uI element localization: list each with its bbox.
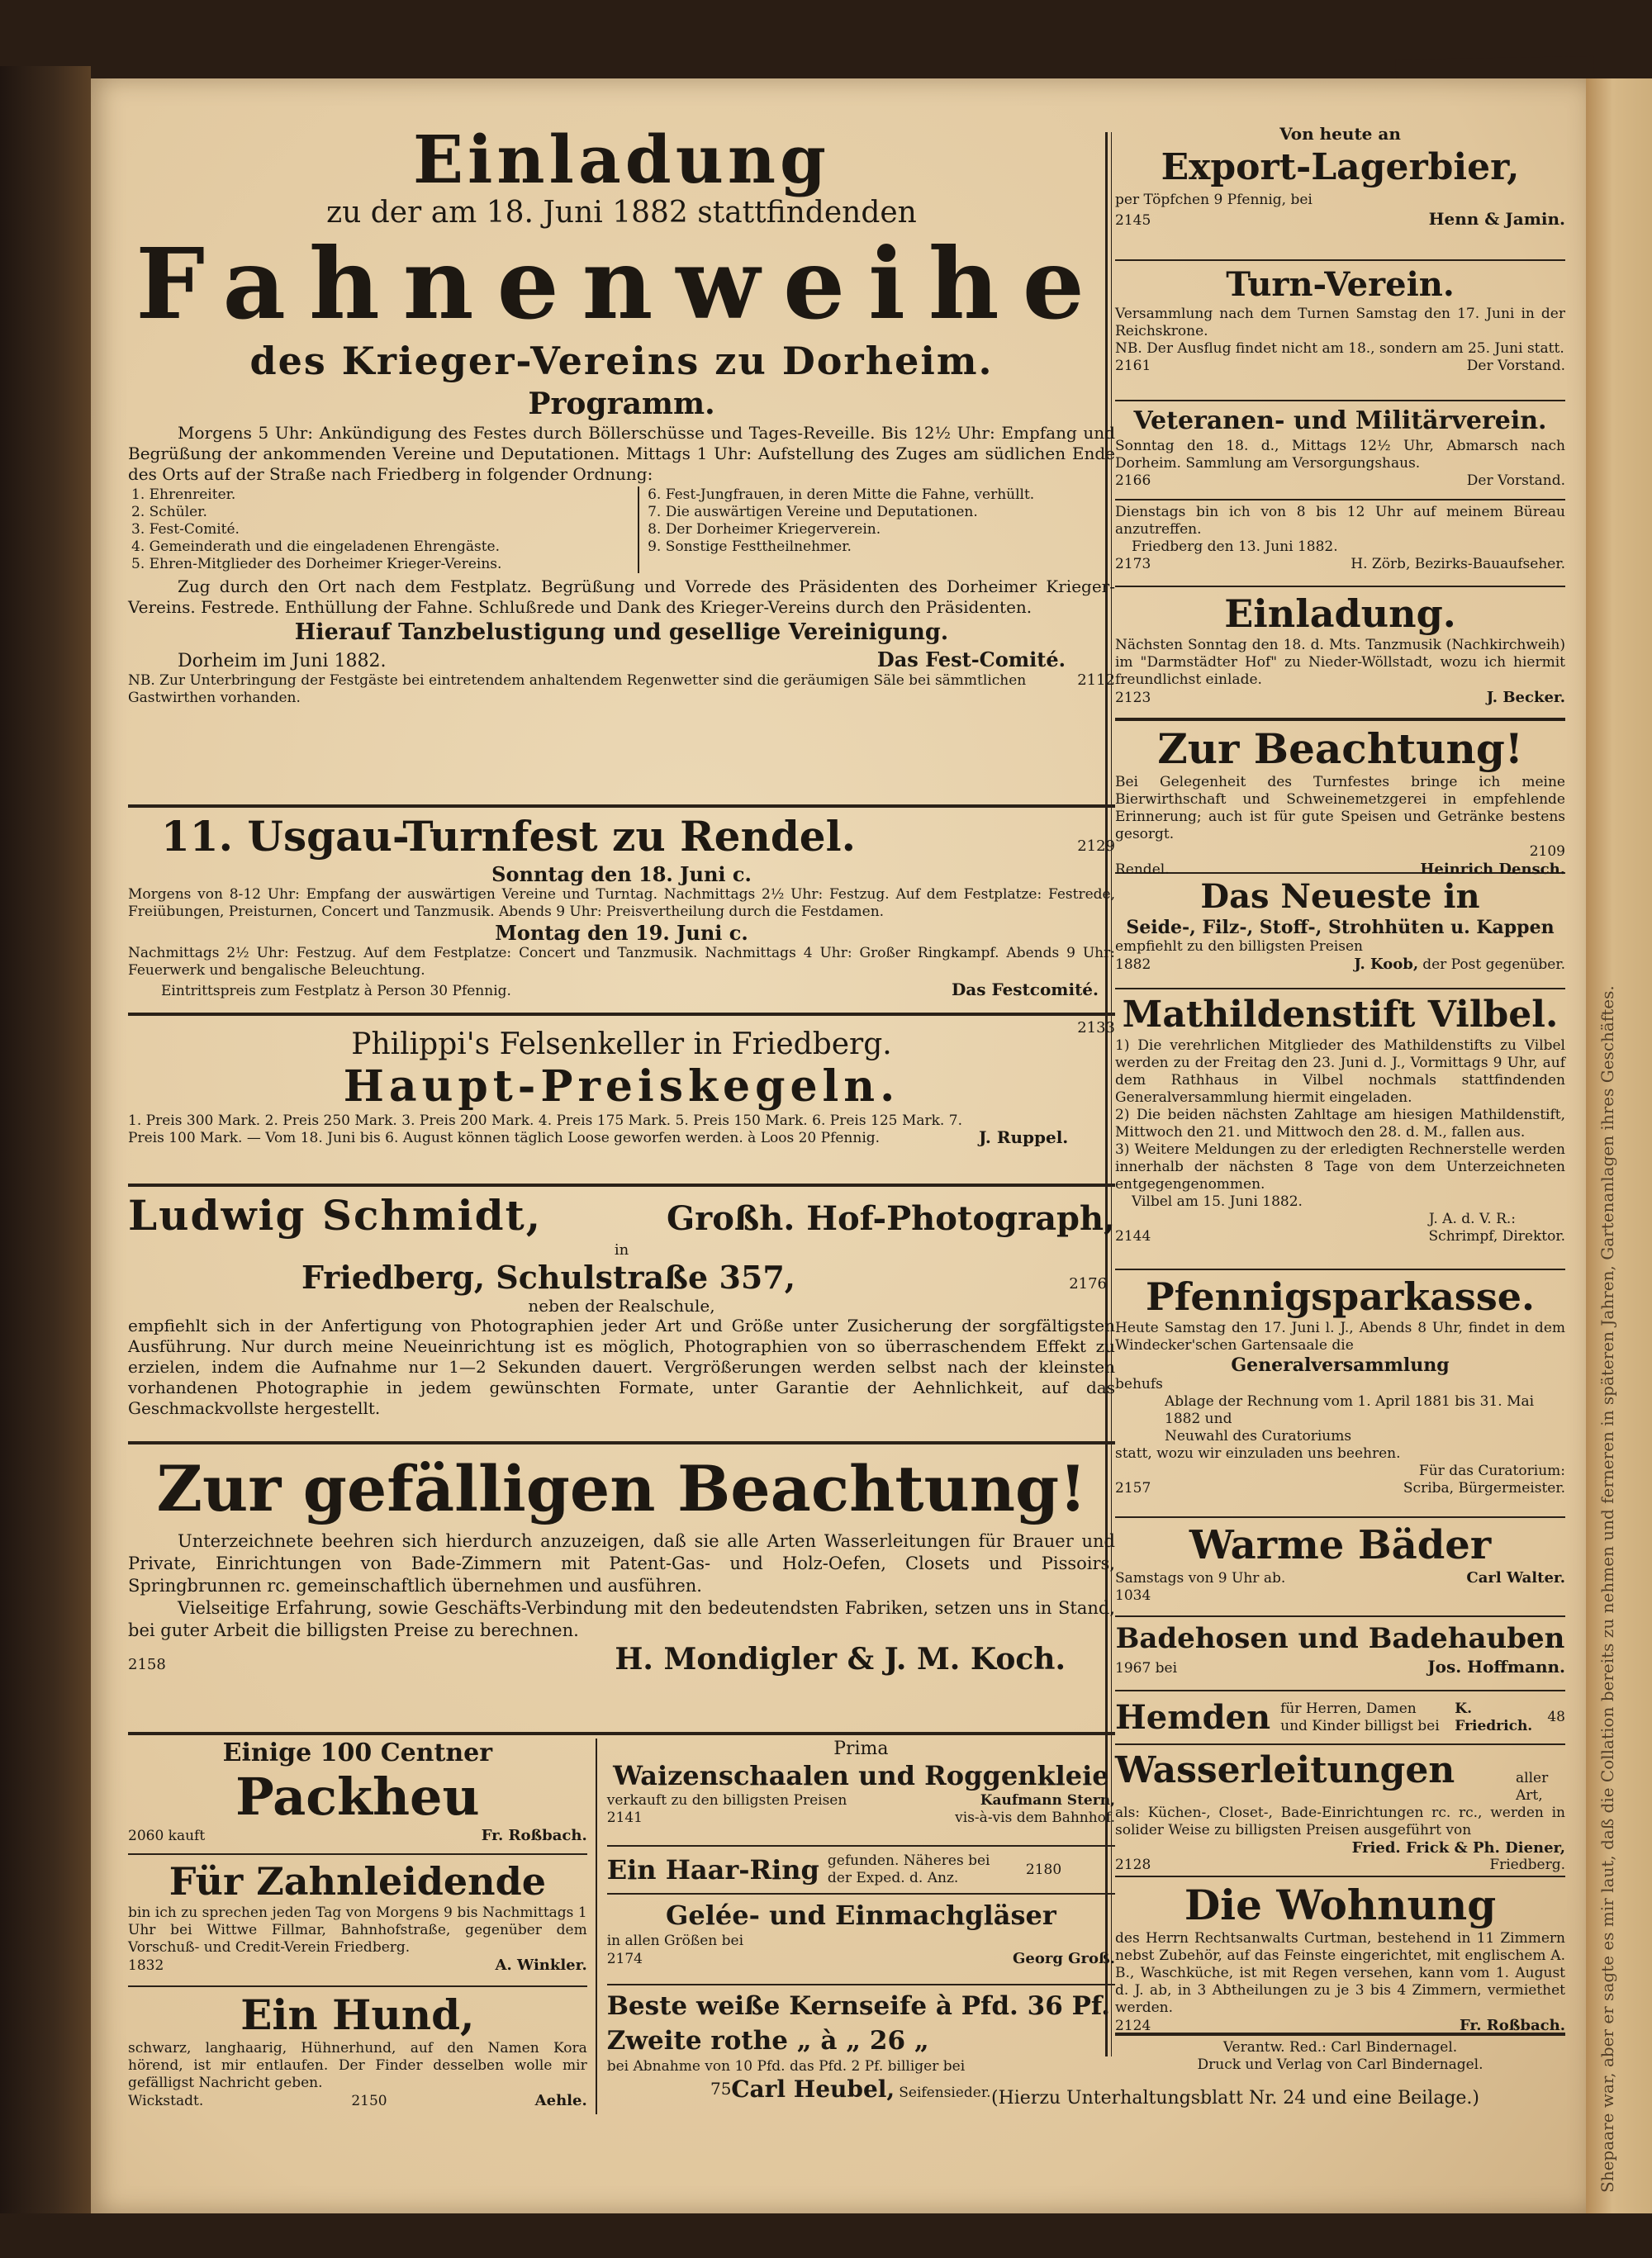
- ad-prima: Prima: [833, 1739, 889, 1759]
- ad-number: 2180: [1025, 1861, 1062, 1878]
- ad-place: Friedberg.: [1489, 1857, 1565, 1873]
- ad-top: Einige 100 Centner: [222, 1739, 493, 1767]
- ad-body-row: [128, 1112, 1115, 1147]
- ad-number: 1967: [1115, 1660, 1151, 1677]
- divider: [1115, 499, 1565, 500]
- list-item: 9. Sonstige Festtheilnehmer.: [648, 538, 852, 555]
- ad-title: Zur gefälligen Beachtung!: [156, 1452, 1087, 1525]
- ad-signature: J. Becker.: [1486, 689, 1565, 706]
- ad-item-3: 3) Weitere Meldungen zu der erledigten Rechnerstelle werden innerhalb der nächsten 8 Tage von dem Unterzeichneten entgegengenommen.: [1115, 1141, 1565, 1193]
- ad-photograph: [128, 1190, 1115, 1438]
- ad-sign-row: [1115, 1657, 1565, 1677]
- ad-sign-row: [128, 648, 1115, 671]
- list-item: 4. Gemeinderath und die eingeladenen Ehrengäste.: [131, 538, 500, 555]
- ad-sign-row: [1115, 1228, 1565, 1245]
- ad-title: Mathildenstift Vilbel.: [1122, 994, 1559, 1036]
- ad-zur-beachtung: [1115, 724, 1565, 878]
- ad-headline: Fahnenweihe: [135, 226, 1108, 341]
- ad-address: Friedberg, Schulstraße 357,: [301, 1259, 795, 1296]
- ad-haarring: [607, 1850, 1115, 1890]
- ad-gelee: [607, 1898, 1115, 1980]
- ad-nb: NB. Zur Unterbringung der Festgäste bei eintretendem anhaltendem Regenwetter sind die geräumigen Säle bei sämmtlichen Gastwirthen vorhanden.: [128, 672, 1027, 706]
- ad-veteranen: [1115, 405, 1565, 496]
- ad-text-row: [1115, 1569, 1565, 1587]
- small-ads-left: [128, 1739, 597, 2114]
- ad-title: Großh. Hof-Photograph,: [666, 1199, 1115, 1238]
- ad-place: Rendel.: [1115, 861, 1170, 878]
- divider: [1115, 1743, 1565, 1745]
- ad-sign-row: [128, 1642, 1115, 1677]
- ad-programm: Programm.: [528, 387, 715, 421]
- list-item: 2. Schüler.: [131, 504, 207, 520]
- ad-body: empfiehlt sich in der Anfertigung von Photographien jeder Art und Größe unter Zusicherung der sorgfältigsten Ausführung. Nur durch meine Neueinrichtung ist es möglich, Photographien von so überraschendem Effekt zu erzielen, indem die Aufnahme nur 1—2 Sekunden dauert. Vergrößerungen werden selbst nach der kleinsten vorhandenen Photographie in jedem gewünschten Formate, unter Garantie der Aehnlichkeit, auf das Geschmackvollste hergestellt.: [128, 1316, 1115, 1418]
- ad-number: 1832: [128, 1957, 164, 1974]
- divider: [128, 1985, 587, 1987]
- ad-body: per Töpfchen 9 Pfennig, bei: [1115, 192, 1313, 208]
- ad-body: gefunden. Näheres bei der Exped. d. Anz.: [827, 1852, 990, 1886]
- divider: [128, 1853, 587, 1855]
- order-list: [128, 486, 1115, 573]
- ad-eintritt: Eintrittspreis zum Festplatz à Person 30 Pfennig.: [161, 983, 511, 999]
- ad-badehosen: [1115, 1620, 1565, 1686]
- ad-number: 2129: [1077, 837, 1115, 855]
- ad-number: 2128: [1115, 1857, 1151, 1873]
- ad-sign-row: [128, 980, 1115, 1000]
- ad-number: 2123: [1115, 690, 1151, 706]
- ad-packheu: [128, 1739, 587, 1850]
- ad-number: 2141: [606, 1810, 643, 1826]
- divider: [607, 1893, 1115, 1895]
- ad-title: Turn-Verein.: [1226, 265, 1455, 304]
- ad-profession: Seifensieder.: [899, 2085, 991, 2101]
- ad-body: Dienstags bin ich von 8 bis 12 Uhr auf meinem Büreau anzutreffen.: [1115, 504, 1565, 538]
- ad-title: Die Wohnung: [1184, 1881, 1497, 1929]
- ad-bei: bei: [1155, 1660, 1178, 1677]
- ad-signature: A. Winkler.: [495, 1957, 587, 1974]
- ad-sign-row: [1115, 1857, 1565, 1874]
- ad-title: Das Neueste in: [1200, 877, 1480, 916]
- ad-signature: Carl Walter.: [1466, 1569, 1565, 1587]
- ad-body: Samstags von 9 Uhr ab.: [1115, 1570, 1286, 1587]
- divider: [607, 1984, 1115, 1985]
- ad-body: Morgens von 8-12 Uhr: Empfang der auswärtigen Vereine und Turntag. Nachmittags 2½ Uhr: Festzug. Auf dem Festplatze: Festrede, Freiübungen, Preisturnen, Concert und Tanzmusik. Abends 9 Uhr: Preisvertheilung durch die Festdamen.: [128, 886, 1115, 920]
- ad-number: 2150: [351, 2093, 387, 2109]
- ad-behufs: behufs: [1115, 1376, 1163, 1392]
- divider: [128, 804, 1115, 808]
- ad-fuer: Für das Curatorium:: [1418, 1463, 1565, 1479]
- impressum-publisher: Druck und Verlag von Carl Bindernagel.: [1197, 2056, 1483, 2073]
- ad-wohnung: [1115, 1881, 1565, 2034]
- ad-sign-row: [128, 2092, 587, 2110]
- ad-place-date: Vilbel am 15. Juni 1882.: [1132, 1193, 1303, 1210]
- ad-title: Packheu: [235, 1767, 480, 1827]
- list-item: 7. Die auswärtigen Vereine und Deputationen.: [648, 504, 978, 520]
- ad-signature: Der Vorstand.: [1466, 358, 1565, 374]
- ad-text-row: [607, 1792, 1115, 1810]
- ad-signature: J. Ruppel.: [979, 1127, 1069, 1147]
- ad-number-bei: [1115, 1660, 1177, 1677]
- ad-body: Bei Gelegenheit des Turnfestes bringe ich meine Bierwirthschaft und Schweinemetzgerei in empfehlende Erinnerung; auch ist für gute Speisen und Getränke bestens gesorgt.: [1115, 774, 1565, 842]
- small-ads-grid: [128, 1739, 1115, 2114]
- ad-title: Pfennigsparkasse.: [1145, 1274, 1536, 1319]
- ad-sign-row: [128, 1827, 587, 1845]
- ad-export-lagerbier: [1115, 124, 1565, 256]
- ad-body-2: Vielseitige Erfahrung, sowie Geschäfts-Verbindung mit den bedeutendsten Fabriken, setzen uns in Stand, bei guter Arbeit die billigsten Preise zu berechnen.: [128, 1598, 1115, 1640]
- ad-number: 2166: [1115, 472, 1151, 489]
- ad-top: Von heute an: [1279, 124, 1401, 144]
- list-item: 3. Fest-Comité.: [131, 521, 240, 538]
- ad-neben: neben der Realschule,: [528, 1296, 715, 1316]
- ad-ablage: Ablage der Rechnung vom 1. April 1881 bis 31. Mai 1882 und: [1165, 1393, 1535, 1427]
- ad-einladung-tanzmusik: [1115, 591, 1565, 714]
- ad-day-heading: Sonntag den 18. Juni c.: [491, 862, 752, 886]
- divider: [1115, 259, 1565, 261]
- ad-body: Heute Samstag den 17. Juni l. J., Abends 8 Uhr, findet in dem Windecker'schen Gartensaale die: [1115, 1320, 1565, 1354]
- ad-title-row: [1115, 1748, 1565, 1805]
- ad-place-date: Dorheim im Juni 1882.: [178, 651, 387, 671]
- ad-turn-verein: [1115, 264, 1565, 396]
- ad-title: Gelée- und Einmachgläser: [666, 1900, 1056, 1931]
- book-spine: [0, 66, 91, 2213]
- ad-number: 2158: [128, 1656, 166, 1673]
- ad-body: in allen Größen bei: [606, 1933, 744, 1949]
- ad-sign-row: [1115, 472, 1565, 490]
- ad-signature: H. Zörb, Bezirks-Bauaufseher.: [1351, 556, 1565, 572]
- ad-signature: Fr. Roßbach.: [1459, 2017, 1565, 2034]
- ad-line-1: Beste weiße Kernseife à Pfd. 36 Pf.: [606, 1991, 1110, 2021]
- ad-signature: Carl Heubel,: [731, 2075, 895, 2103]
- list-item: 1. Ehrenreiter.: [131, 486, 236, 503]
- ad-signature: Der Vorstand.: [1466, 472, 1565, 489]
- ad-preiskegeln: [128, 1019, 1115, 1180]
- ad-number: 1034: [1115, 1587, 1151, 1604]
- ad-title: Warme Bäder: [1189, 1522, 1492, 1568]
- ad-body: für Herren, Damen und Kinder billigst bei: [1280, 1700, 1440, 1734]
- ad-zug: Zug durch den Ort nach dem Festplatz. Begrüßung und Vorrede des Präsidenten des Dorheimer Krieger-Vereins. Festrede. Enthüllung der Fahne. Schlußrede und Dank des Krieger-Vereins durch den Präsidenten.: [128, 576, 1115, 617]
- ad-verein: des Krieger-Vereins zu Dorheim.: [249, 339, 994, 383]
- ad-sign-row: [1115, 2017, 1565, 2035]
- ad-number: 2109: [1529, 843, 1565, 860]
- divider: [1115, 988, 1565, 989]
- ad-name: Ludwig Schmidt,: [128, 1191, 543, 1240]
- divider: [1115, 1269, 1565, 1270]
- divider: [1115, 400, 1565, 401]
- ad-address: vis-à-vis dem Bahnhof.: [955, 1810, 1115, 1826]
- ad-body: des Herrn Rechtsanwalts Curtman, bestehend in 11 Zimmern nebst Zubehör, auf das Feinste eingerichtet, mit englischem A. B., Waschküche, ist mit Regen versehen, kann vom 1. August d. J. ab, in 3 Abtheilungen zu je 3 bis 4 Zimmern, vermiethet werden.: [1115, 1930, 1565, 2016]
- ad-pfennigsparkasse: [1115, 1274, 1565, 1513]
- ad-gefaelligen-beachtung: [128, 1448, 1115, 1729]
- ad-title: Philippi's Felsenkeller in Friedberg.: [351, 1027, 892, 1061]
- ad-signature: K. Friedrich.: [1455, 1700, 1533, 1734]
- ad-title: Badehosen und Badehauben: [1115, 1622, 1565, 1655]
- ad-signature: Das Festcomité.: [951, 980, 1099, 999]
- ad-item-1: 1) Die verehrlichen Mitglieder des Mathildenstifts zu Vilbel werden zu der Freitag den 23. Juni d. J., Vormittags 9 Uhr, auf dem Rathhaus in Vilbel nochmals stattfindenden Generalversammlung hiermit eingeladen.: [1115, 1037, 1565, 1106]
- ad-warme-baeder: [1115, 1521, 1565, 1612]
- ad-title-row: [128, 811, 1115, 862]
- ad-number-kauft: [128, 1828, 205, 1845]
- ad-title: Waizenschaalen und Roggenkleie: [613, 1760, 1109, 1791]
- ad-title: Hemden: [1115, 1698, 1271, 1737]
- ad-body: schwarz, langhaarig, Hühnerhund, auf den Namen Kora hörend, ist mir entlaufen. Der Finder desselben wolle mir gefälligst Nachricht geben.: [128, 2040, 587, 2091]
- ad-number: 2157: [1115, 1480, 1151, 1497]
- order-list-right: [639, 486, 1115, 573]
- ad-place-date: Friedberg den 13. Juni 1882.: [1132, 538, 1338, 555]
- ad-signature: Georg Groß.: [1013, 1950, 1115, 1967]
- ad-number: 1882: [1115, 956, 1151, 973]
- ad-number: 2133: [1077, 1019, 1115, 1036]
- ad-nb: NB. Der Ausflug findet nicht am 18., sondern am 25. Juni statt.: [1115, 340, 1564, 357]
- ad-neuwahl: Neuwahl des Curatoriums: [1165, 1428, 1352, 1444]
- divider: [128, 1013, 1115, 1016]
- ad-hund: [128, 1990, 587, 2114]
- ad-subtitle: zu der am 18. Juni 1882 stattfindenden: [326, 196, 917, 230]
- ad-signature: Aehle.: [534, 2092, 587, 2109]
- ad-title: 11. Usgau-Turnfest zu Rendel.: [161, 812, 857, 861]
- divider: [1115, 586, 1565, 587]
- ad-place: Wickstadt.: [128, 2093, 204, 2109]
- ad-sign-row: [1115, 956, 1565, 974]
- ad-body: verkauft zu den billigsten Preisen: [606, 1792, 847, 1809]
- ad-body: Versammlung nach dem Turnen Samstag den 17. Juni in der Reichskrone.: [1115, 306, 1565, 339]
- divider: [128, 1184, 1115, 1187]
- ad-body: als: Küchen-, Closet-, Bade-Einrichtungen rc. rc., werden in solider Weise zu billigsten Preisen ausgeführt von: [1115, 1805, 1565, 1838]
- ad-number: 2124: [1115, 2018, 1151, 2034]
- divider: [1115, 718, 1565, 721]
- divider: [1115, 1516, 1565, 1518]
- ad-signature: Heinrich Densch.: [1420, 861, 1565, 878]
- ad-dienstags: [1115, 504, 1565, 582]
- ad-kauft: kauft: [168, 1828, 206, 1844]
- ad-iadv: J. A. d. V. R.:: [1428, 1211, 1516, 1227]
- ad-signature: Henn & Jamin.: [1428, 209, 1565, 229]
- ad-body: Nächsten Sonntag den 18. d. Mts. Tanzmusik (Nachkirchweih) im "Darmstädter Hof" zu Nieder-Wöllstadt, wozu ich hiermit freundlichst einlade.: [1115, 637, 1565, 688]
- divider: [128, 1732, 1115, 1735]
- ad-neueste-huete: [1115, 877, 1565, 984]
- right-column: [1115, 124, 1565, 2074]
- left-column: [128, 121, 1115, 2114]
- ad-items: Seide-, Filz-, Stoff-, Strohhüten u. Kappen: [1126, 917, 1555, 938]
- ad-body: bei Abnahme von 10 Pfd. das Pfd. 2 Pf. billiger bei: [606, 2058, 966, 2075]
- ad-signature: Scriba, Bürgermeister.: [1403, 1480, 1565, 1497]
- ad-number: 2174: [606, 1951, 643, 1967]
- ad-signature: Fried. Frick & Ph. Diener,: [1351, 1839, 1565, 1857]
- ad-gv: Generalversammlung: [1231, 1354, 1450, 1376]
- ad-sign-row: [128, 1957, 587, 1975]
- ad-sign-row: [1115, 556, 1565, 573]
- divider: [1115, 1615, 1565, 1617]
- ad-signature: Schrimpf, Direktor.: [1428, 1228, 1565, 1245]
- ad-title: Veteranen- und Militärverein.: [1133, 406, 1547, 435]
- ad-sign-row: [1115, 358, 1565, 375]
- ad-nb-row: [128, 671, 1115, 707]
- ad-headline: Haupt-Preiskegeln.: [343, 1061, 900, 1112]
- ad-waizenschaalen: [607, 1739, 1115, 1842]
- list-item: 6. Fest-Jungfrauen, in deren Mitte die Fahne, verhüllt.: [648, 486, 1035, 503]
- ad-usgau-turnfest: [128, 811, 1115, 1009]
- ad-title: Ein Hund,: [240, 1990, 475, 2039]
- ad-sign-row: [607, 1950, 1115, 1968]
- ad-fahnenweihe: [128, 121, 1115, 801]
- list-item: 5. Ehren-Mitglieder des Dorheimer Krieger-Vereins.: [131, 556, 502, 572]
- ad-wasserleitungen: [1115, 1748, 1565, 1872]
- ad-sign-row: [1115, 1480, 1565, 1497]
- ad-sign-row: [1115, 689, 1565, 707]
- ad-number: 2176: [1069, 1275, 1107, 1293]
- ad-sign-row: [1115, 209, 1565, 230]
- small-ads-right: [597, 1739, 1115, 2114]
- divider: [1115, 1690, 1565, 1691]
- ad-sign-row: [607, 1810, 1115, 1827]
- ad-signature: Das Fest-Comité.: [876, 648, 1066, 671]
- ad-zahnleidende: [128, 1858, 587, 1982]
- ad-mathildenstift: [1115, 993, 1565, 1265]
- adjacent-page-text: Shepaare war, aber er sagte es mir laut, daß die Collation bereits zu nehmen und ferneren in späteren Jahren, Gartenanlagen ihres Geschäftes.: [1597, 985, 1617, 2193]
- ad-body: empfiehlt zu den billigsten Preisen: [1115, 938, 1363, 955]
- ad-title: Export-Lagerbier,: [1161, 146, 1520, 188]
- ad-in: in: [614, 1241, 629, 1259]
- ad-title: Einladung.: [1224, 591, 1456, 636]
- ad-body: Nachmittags 2½ Uhr: Festzug. Auf dem Festplatze: Concert und Tanzmusik. Nachmittags 4 Uhr: Großer Ringkampf. Abends 9 Uhr: Feuerwerk und bengalische Beleuchtung.: [128, 945, 1115, 979]
- ad-address: der Post gegenüber.: [1422, 956, 1565, 973]
- ad-number: 2060: [128, 1828, 164, 1844]
- ad-signature: Kaufmann Stern,: [980, 1792, 1115, 1809]
- ad-item-2: 2) Die beiden nächsten Zahltage am hiesigen Mathildenstift, Mittwoch den 21. und Mittwoch den 28. d. M., fallen aus.: [1115, 1107, 1565, 1141]
- ad-line-2: Zweite rothe „ à „ 26 „: [606, 2026, 929, 2056]
- ad-signature: J. Koob,: [1354, 956, 1419, 973]
- ad-number: 2145: [1115, 212, 1151, 229]
- ad-body: Unterzeichnete beehren sich hierdurch anzuzeigen, daß sie alle Arten Wasserleitungen für Brauer und Private, Einrichtungen von Bade-Zimmern mit Patent-Gas- und Holz-Oefen, Closets und Pissoirs, Springbrunnen rc. gemeinschaftlich übernehmen und ausführen.: [128, 1531, 1115, 1596]
- ad-sign-row: [1115, 861, 1565, 879]
- order-list-left: [128, 486, 639, 573]
- ad-title-row: [128, 1190, 1115, 1241]
- ad-title: Ein Haar-Ring: [606, 1854, 819, 1886]
- divider: [128, 1441, 1115, 1444]
- divider: [1115, 1876, 1565, 1877]
- ad-title: Einladung: [413, 121, 830, 198]
- ad-number: 2144: [1115, 1228, 1151, 1245]
- impressum-editor: Verantw. Red.: Carl Bindernagel.: [1222, 2039, 1458, 2056]
- page-number: 75: [710, 2079, 732, 2099]
- ad-hemden: [1115, 1695, 1565, 1740]
- ad-number: 2161: [1115, 358, 1151, 374]
- ad-body: 1. Preis 300 Mark. 2. Preis 250 Mark. 3. Preis 200 Mark. 4. Preis 175 Mark. 5. Preis 150 Mark. 6. Preis 125 Mark. 7. Preis 100 Mark. — Vom 18. Juni bis 6. August können täglich Loose geworfen werden. à Loos 20 Pfennig.: [128, 1112, 962, 1146]
- ad-day-heading: Montag den 19. Juni c.: [495, 921, 748, 945]
- ad-signature-group: [1354, 956, 1565, 974]
- footnote-supplement: (Hierzu Unterhaltungsblatt Nr. 24 und eine Beilage.): [991, 2088, 1479, 2109]
- ad-title: Für Zahnleidende: [169, 1859, 547, 1904]
- ad-statt: statt, wozu wir einzuladen uns beehren.: [1115, 1445, 1401, 1462]
- ad-body: bin ich zu sprechen jeden Tag von Morgens 9 bis Nachmittags 1 Uhr bei Wittwe Fillmar, Bahnhofstraße, gegenüber dem Vorschuß- und Credit-Verein Friedberg.: [128, 1905, 587, 1956]
- ad-number: 2173: [1115, 556, 1151, 572]
- ad-title: Wasserleitungen: [1115, 1749, 1455, 1791]
- ad-body: Sonntag den 18. d., Mittags 12½ Uhr, Abmarsch nach Dorheim. Sammlung am Versorgungshaus.: [1115, 438, 1565, 472]
- ad-signature: Jos. Hoffmann.: [1427, 1657, 1565, 1677]
- ad-title: Zur Beachtung!: [1157, 724, 1523, 773]
- ad-aller: aller Art,: [1516, 1770, 1549, 1804]
- ad-number: 2112: [1077, 671, 1115, 689]
- ad-signature: H. Mondigler & J. M. Koch.: [615, 1642, 1066, 1677]
- list-item: 8. Der Dorheimer Kriegerverein.: [648, 521, 881, 538]
- ad-number: 48: [1547, 1709, 1565, 1725]
- ad-address-row: [128, 1259, 1115, 1296]
- ad-body: Morgens 5 Uhr: Ankündigung des Festes durch Böllerschüsse und Tages-Reveille. Bis 12½ Uhr: Empfang und Begrüßung der ankommenden Vereine und Deputationen. Mittags 1 Uhr: Aufstellung des Zuges am südlichen Ende des Orts auf der Straße nach Friedberg in folgender Ordnung:: [128, 423, 1115, 484]
- adjacent-page-strip: [1586, 78, 1652, 2213]
- ad-signature: Fr. Roßbach.: [481, 1827, 587, 1844]
- divider: [607, 1845, 1115, 1847]
- ad-hierauf: Hierauf Tanzbelustigung und gesellige Vereinigung.: [294, 619, 949, 645]
